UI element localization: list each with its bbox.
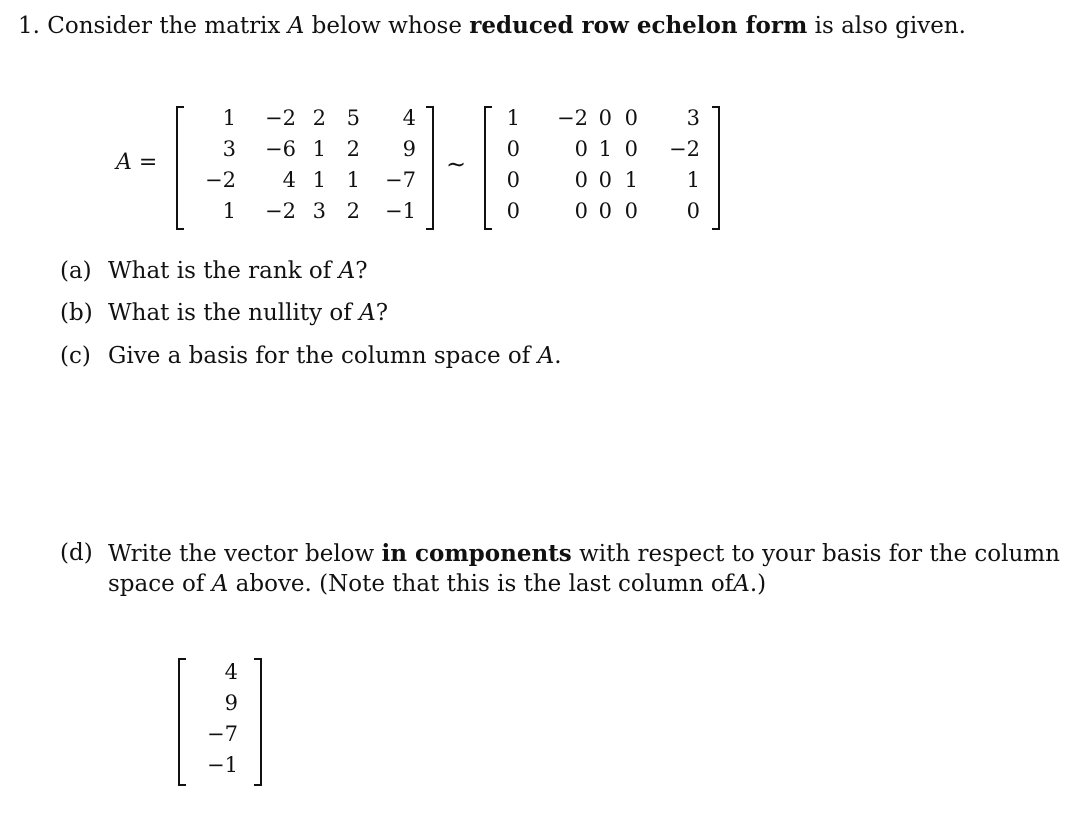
question-d-line2-b: above. (Note that this is the last column of	[235, 571, 734, 597]
question-text-main: Give a basis for the column space of	[108, 343, 531, 369]
question-text-main: What is the nullity of	[108, 300, 352, 326]
intro-text-a: Consider the matrix	[47, 13, 281, 39]
matrix-rref-cell: 0	[686, 199, 700, 223]
matrix-a-cell: 1	[346, 168, 360, 192]
matrix-rref	[484, 106, 720, 230]
question-d	[60, 540, 93, 566]
vector-cell: −7	[207, 722, 238, 746]
tilde-symbol: ∼	[446, 150, 467, 178]
question-text	[108, 343, 562, 369]
matrix-a-cell: 2	[346, 199, 360, 223]
matrix-a-cell: 1	[222, 199, 236, 223]
matrix-rref-cell: 0	[598, 168, 612, 192]
matrix-rref-cell: −2	[557, 106, 588, 130]
question-var: A	[338, 258, 356, 284]
intro-bold-text: reduced row echelon form	[469, 12, 808, 39]
question-label: (a)	[60, 258, 92, 284]
vector-cell: 4	[224, 660, 238, 684]
matrix-rref-cell: 1	[686, 168, 700, 192]
matrix-a-cell: −2	[205, 168, 236, 192]
question-var: A	[359, 300, 376, 326]
question-d-line1	[108, 540, 1060, 567]
matrix-rref-cell: 0	[506, 199, 520, 223]
matrix-rref-cell: 0	[574, 168, 588, 192]
vector-cell: 9	[224, 691, 238, 715]
matrix-a-cell: −2	[265, 106, 296, 130]
question-d-label: (d)	[60, 540, 93, 566]
problem-number: 1.	[18, 13, 40, 39]
matrix-a-cell: 4	[402, 106, 416, 130]
matrix-rref-cell: 0	[574, 137, 588, 161]
matrix-rref-cell: 0	[574, 199, 588, 223]
question-d-text-b: with respect to your basis for the column	[579, 541, 1060, 567]
problem-statement	[18, 12, 966, 39]
intro-text-c: is also given.	[814, 13, 966, 39]
question-end: .	[554, 343, 562, 369]
matrix-a-cell: −1	[385, 199, 416, 223]
vector-matrix	[178, 658, 262, 786]
matrix-a-cell: 3	[222, 137, 236, 161]
matrix-rref-cell: 1	[506, 106, 520, 130]
intro-text-b: below whose	[311, 13, 462, 39]
matrix-a-cell: 3	[312, 199, 326, 223]
matrix-a-cell: −7	[385, 168, 416, 192]
matrix-a-cell: 5	[346, 106, 360, 130]
matrix-a	[176, 106, 434, 230]
matrix-rref-cell: 0	[624, 106, 638, 130]
question-d-line2-c: .)	[749, 571, 767, 597]
matrix-a-cell: 4	[282, 168, 296, 192]
question-end: ?	[375, 300, 389, 326]
matrix-a-cell: 2	[346, 137, 360, 161]
vector-cell: −1	[207, 753, 238, 777]
matrix-rref-cell: 0	[598, 106, 612, 130]
question-label: (b)	[60, 300, 93, 326]
matrix-a-cell: 2	[312, 106, 326, 130]
question-d-bold: in components	[381, 540, 572, 567]
question-text	[108, 300, 388, 326]
matrix-rref-cell: 0	[624, 199, 638, 223]
question-d-text-a: Write the vector below	[108, 541, 375, 567]
matrix-a-cell: 1	[312, 168, 326, 192]
matrix-rref-cell: 3	[686, 106, 700, 130]
question-text-main: What is the rank of	[108, 258, 332, 284]
matrix-rref-cell: 1	[624, 168, 638, 192]
question-d-line2	[108, 571, 766, 597]
matrix-rref-cell: 1	[598, 137, 612, 161]
matrix-rref-cell: 0	[506, 137, 520, 161]
question-label: (c)	[60, 343, 91, 369]
matrix-a-cell: 1	[222, 106, 236, 130]
question-end: ?	[355, 258, 368, 284]
matrix-a-cell: 1	[312, 137, 326, 161]
matrix-rref-cell: 0	[506, 168, 520, 192]
matrix-a-cell: −2	[265, 199, 296, 223]
question-d-line2-a: space of	[108, 571, 205, 597]
matrix-rref-cell: 0	[598, 199, 612, 223]
question-d-var2: A	[733, 571, 750, 597]
question-d-var: A	[211, 571, 229, 597]
question-text	[108, 258, 368, 284]
matrix-rref-cell: −2	[669, 137, 700, 161]
equation-lhs: A =	[116, 150, 158, 175]
matrix-a-cell: 9	[402, 137, 416, 161]
matrix-rref-cell: 0	[624, 137, 638, 161]
question-var: A	[537, 343, 555, 369]
matrix-a-cell: −6	[265, 137, 296, 161]
intro-var: A	[287, 13, 305, 39]
